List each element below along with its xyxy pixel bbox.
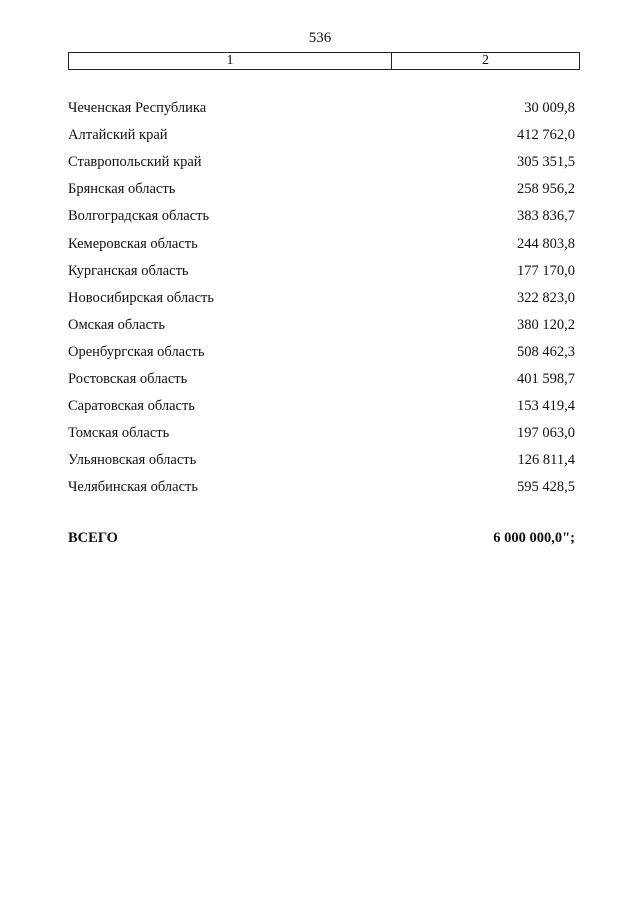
region-amount: 412 762,0	[517, 127, 575, 144]
region-amount: 258 956,2	[517, 181, 575, 198]
table-row	[68, 95, 575, 122]
total-amount: 6 000 000,0";	[493, 530, 575, 546]
region-amount: 383 836,7	[517, 208, 575, 225]
region-name: Ульяновская область	[68, 452, 197, 469]
region-name: Оренбургская область	[68, 343, 205, 360]
table-header-col-1: 1	[69, 53, 392, 69]
region-amount: 322 823,0	[517, 289, 575, 306]
table-row	[68, 474, 575, 501]
region-name: Новосибирская область	[68, 289, 214, 306]
table-row	[68, 258, 575, 285]
region-name: Чеченская Республика	[68, 100, 207, 117]
table-row	[68, 312, 575, 339]
region-name: Курганская область	[68, 262, 189, 279]
region-amount: 595 428,5	[517, 479, 575, 496]
region-amount: 177 170,0	[517, 262, 575, 279]
region-name: Саратовская область	[68, 398, 195, 415]
region-amount: 153 419,4	[517, 398, 575, 415]
table-header-col-2: 2	[482, 53, 489, 68]
region-amount: 197 063,0	[517, 425, 575, 442]
region-list	[68, 95, 575, 501]
table-row	[68, 420, 575, 447]
table-row	[68, 366, 575, 393]
region-name: Брянская область	[68, 181, 176, 198]
region-name: Омская область	[68, 316, 165, 333]
region-name: Челябинская область	[68, 479, 198, 496]
region-amount: 126 811,4	[517, 452, 575, 469]
table-row	[68, 285, 575, 312]
total-row	[68, 530, 575, 547]
table-row	[68, 176, 575, 203]
region-name: Волгоградская область	[68, 208, 210, 225]
table-row	[68, 149, 575, 176]
total-label: ВСЕГО	[68, 530, 118, 546]
table-row	[68, 203, 575, 230]
region-name: Алтайский край	[68, 127, 168, 144]
page-number: 536	[308, 30, 332, 46]
table-row	[68, 339, 575, 366]
region-name: Томская область	[68, 425, 170, 442]
region-name: Ростовская область	[68, 370, 188, 387]
table-row	[68, 230, 575, 257]
region-amount: 305 351,5	[517, 154, 575, 171]
region-name: Кемеровская область	[68, 235, 198, 252]
region-amount: 244 803,8	[517, 235, 575, 252]
table-row	[68, 122, 575, 149]
region-amount: 401 598,7	[517, 370, 575, 387]
region-name: Ставропольский край	[68, 154, 202, 171]
table-row	[68, 393, 575, 420]
region-amount: 508 462,3	[517, 343, 575, 360]
region-amount: 30 009,8	[524, 100, 575, 117]
table-header-row	[68, 52, 580, 70]
table-row	[68, 447, 575, 474]
region-amount: 380 120,2	[517, 316, 575, 333]
